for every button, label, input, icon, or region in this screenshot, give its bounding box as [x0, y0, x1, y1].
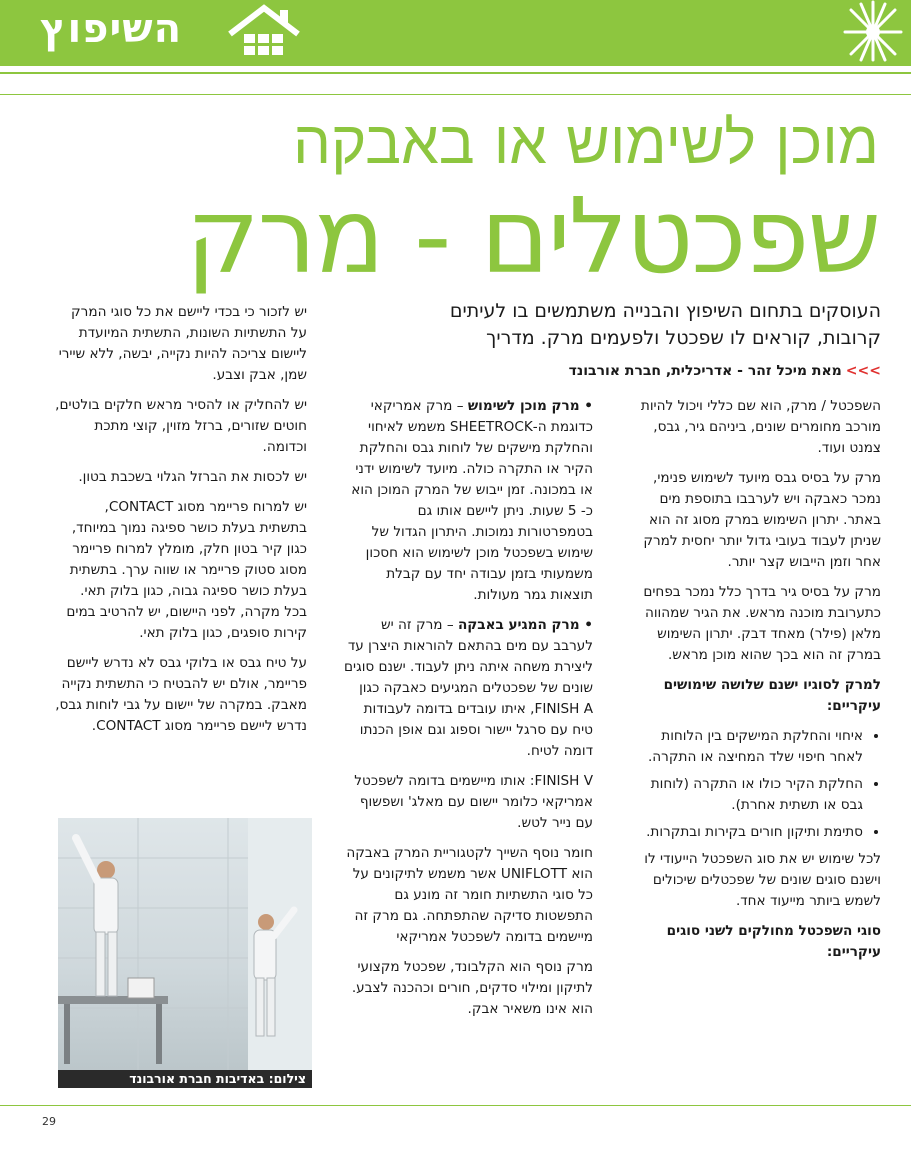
photo-caption — [58, 1070, 312, 1088]
paragraph — [343, 396, 593, 606]
page-number: 29 — [42, 1115, 56, 1128]
paragraph: יש להחליק או להסיר מראש חלקים בולטים, חוטים שזורים, ברזל מזוין, קוצי מתכת וכדומה. — [55, 397, 307, 455]
paragraph: מרק נוסף הוא הקלבונד, שפכטל מקצועי לתיקון ומילוי סדקים, חורים וכהכנה לצבע. הוא אינו משאיר אבק. — [351, 959, 593, 1017]
caption-text: צילום: באדיבות חברת אורבונד — [129, 1071, 306, 1086]
term-text: – מרק זה יש לערבב עם מים בהתאם להוראות היצרן עד ליצירת משחה איתה ניתן לעבוד. ישנם סוגים שונים של שפכטלים המגיעים כאבקה כגון FINISH A, איתו עובדים בדומה לעבודות טיח עם סרגל יישור וספוג וגם אופן הכנתו דומה לטיח. — [344, 617, 593, 759]
paragraph: מרק על בסיס גיר בדרך כלל נמכר בפחים כתערובת מוכנה מראש. את הגיר שמהווה מלאן (פילר) מאחד דבק. יתרון השימוש במרק זה הוא בכך שהוא מוכן מראש. — [643, 584, 881, 663]
header-bar — [0, 0, 911, 66]
paragraph: מרק על בסיס גבס מיועד לשימוש פנימי, נמכר כאבקה ויש לערבבו בתוספת מים באתר. יתרון השימוש במרק מסוג זה הוא שניתן לעבוד בעובי גדול יותר יחסית למרק אחר וזמן הייבוש קצר יותר. — [643, 470, 881, 570]
paragraph: השפכטל / מרק, הוא שם כללי ויכול להיות מורכב מחומרים שונים, ביניהם גיר, גבס, צמנט ועוד. — [640, 398, 881, 456]
sparkle-star-icon — [835, 0, 911, 66]
article-subtitle: מוכן לשימוש או באבקה — [292, 108, 879, 178]
article-lead: העוסקים בתחום השיפוץ והבנייה משתמשים בו לעיתים קרובות, קוראים לו שפכטל ולפעמים מרק. מדריך — [449, 300, 881, 349]
paragraph — [343, 615, 593, 762]
paragraph: יש למרוח פריימר מסוג CONTACT, בתשתית בעלת כושר ספיגה נמוך במיוחד, כגון קיר בטון חלק, מומלץ למרוח פריימר מסוג סטוק פריימר או שווה ערך. בתשתית בעלת כושר ספיגה גבוה, כגון בלוק תאי. בכל מקרה, לפני היישום, יש להרטיב במים קירות סופגים, כגון בלוק תאי. — [66, 499, 307, 641]
term-label: • מרק המגיע באבקה — [457, 617, 593, 633]
term-text: – מרק אמריקאי כדוגמת ה-SHEETROCK משמש לאיחוי והחלקת מישקים של לוחות גבס והחלקת הקיר או התקרה כולה. מיועד לשימוש ידני או במכונה. זמן ייבוש של המרק המוכן הוא כ- 5 שעות. ניתן ליישם אותו גם בטמפרטורות נמוכות. היתרון הגדול של שימוש בשפכטל מוכן לשימוש הוא חסכון משמעותי בזמן עבודה יחד עם קבלת תוצאות גמר מעולות. — [351, 398, 593, 603]
photo-illustration — [58, 818, 312, 1088]
list-item: • סתימת ותיקון חורים בקירות ובתקרות. — [631, 822, 863, 843]
column-right — [631, 396, 881, 972]
byline — [401, 363, 881, 379]
paragraph: על טיח גבס או בלוקי גבס לא נדרש ליישם פריימר, אולם יש להבטיח כי התשתית נקייה מאבק. במקרה של יישום על גבי לוחות גבס, נדרש ליישם פריימר מסוג CONTACT. — [55, 655, 307, 734]
uses-list — [631, 726, 881, 843]
article-title: שפכטלים - מרק — [185, 175, 879, 297]
list-item: • איחוי והחלקת המישקים בין הלוחות לאחר חיפוי שלד המחיצה או התקרה. — [631, 726, 863, 768]
paragraph: לכל שימוש יש את סוג השפכטל הייעודי לו וישנם סוגים שונים של שפכטלים שיכולים לשמש ביותר מייעוד אחד. — [644, 851, 881, 909]
footer-rule — [0, 1105, 911, 1106]
paragraph: FINISH V: אותו מיישמים בדומה לשפכטל אמריקאי כלומר יישום עם מאלג' ושפשוף עם נייר לטש. — [354, 773, 593, 831]
column-left — [55, 302, 307, 746]
header-rule — [0, 72, 911, 95]
byline-arrows: >>> — [845, 363, 881, 379]
section-heading: למרק לסוגיו ישנם שלושה שימושים עיקריים: — [663, 677, 881, 714]
column-middle — [343, 396, 593, 1029]
house-icon — [226, 4, 302, 62]
byline-text: מאת מיכל זהר - אדריכלית, חברת אורבונד — [568, 363, 842, 379]
paragraph: חומר נוסף השייך לקטגוריית המרק באבקה הוא UNIFLOTT אשר משמש לתיקונים על כל סוגי התשתיות חומר זה מונע גם התפשטות סדיקה שהתפתחה. גם מרק זה מיישמים בדומה לשפכטל אמריקאי — [346, 845, 593, 945]
paragraph: יש לכסות את הברזל הגלוי בשכבת בטון. — [78, 469, 307, 485]
magazine-logo: השיפוץ — [40, 6, 183, 52]
workers-photo — [58, 818, 312, 1088]
list-item: • החלקת הקיר כולו או התקרה (לוחות גבס או תשתית אחרת). — [631, 774, 863, 816]
section-heading: סוגי השפכטל מחולקים לשני סוגים עיקריים: — [666, 923, 881, 960]
term-label: • מרק מוכן לשימוש — [467, 398, 593, 414]
paragraph: יש לזכור כי בכדי ליישם את כל סוגי המרק על התשתיות השונות, התשתית המיועדת ליישום צריכה להיות נקייה, יבשה, ללא שיירי שמן, אבק וצבע. — [58, 304, 307, 383]
